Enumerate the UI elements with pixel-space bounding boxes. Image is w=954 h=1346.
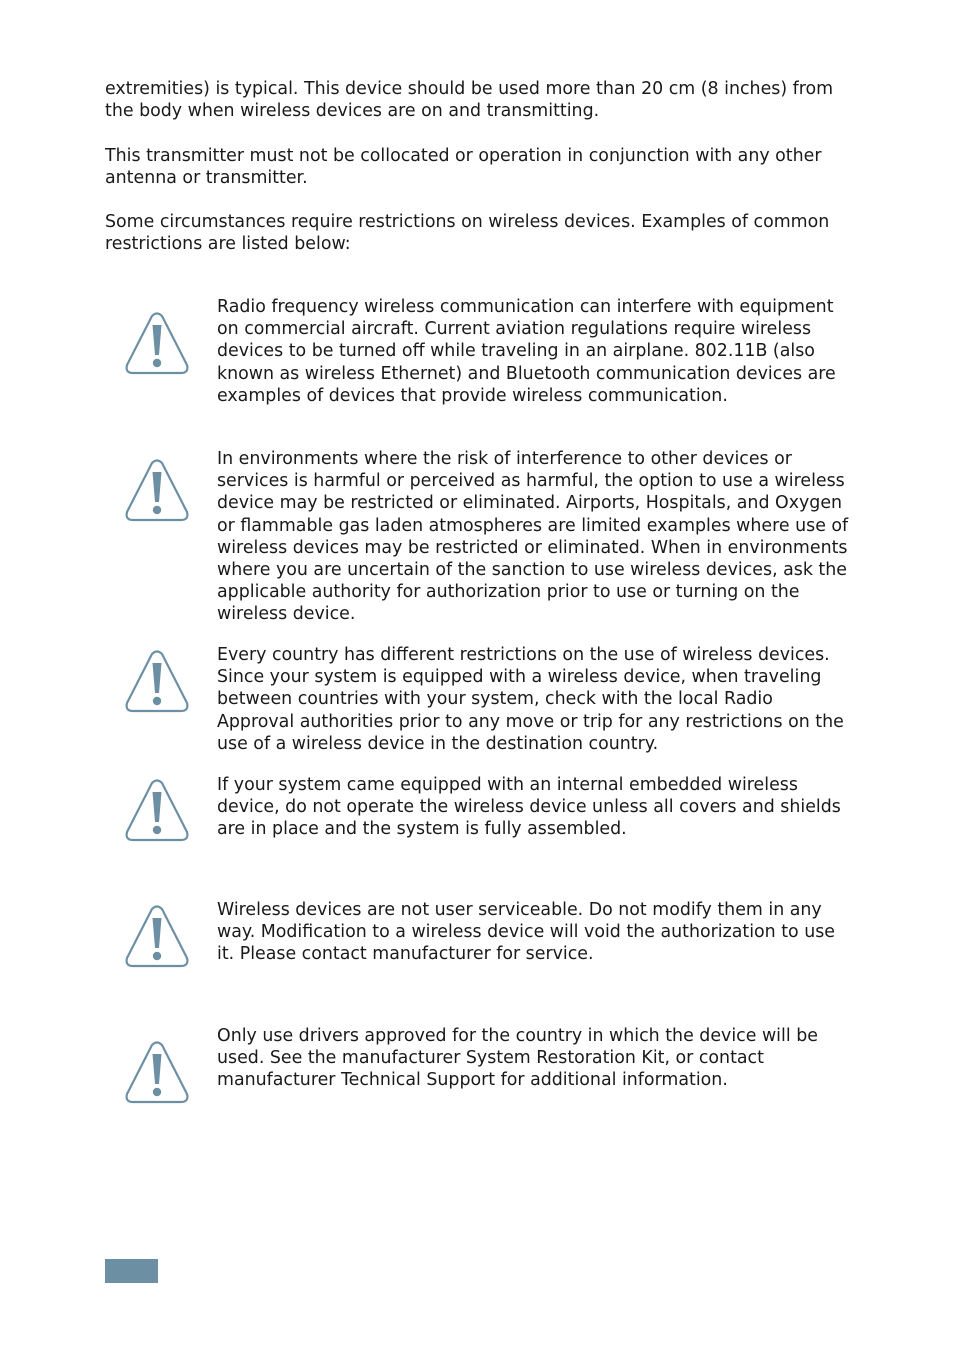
warning-text-country: Every country has different restrictions on the use of wireless devices. Since your system is equipped with a wireless device, when traveling between countries with your system, check with the local Radio Approval authorities prior to any move or trip for any restrictions on the use of a wireless device in the destination country. (217, 645, 844, 754)
intro-paragraph-2: This transmitter must not be collocated or operation in conjunction with any other antenna or transmitter. (105, 146, 822, 189)
warning-triangle-icon (124, 778, 190, 842)
warning-triangle-icon (124, 458, 190, 522)
warning-text-embedded: If your system came equipped with an internal embedded wireless device, do not operate the wireless device unless all covers and shields are in place and the system is fully assembled. (217, 775, 841, 840)
intro-paragraph-3: Some circumstances require restrictions on wireless devices. Examples of common restrictions are listed below: (105, 212, 830, 255)
warning-text-serviceable: Wireless devices are not user serviceable. Do not modify them in any way. Modification to a wireless device will void the authorization to use it. Please contact manufacturer for service. (217, 900, 835, 965)
intro-paragraph-1: extremities) is typical. This device should be used more than 20 cm (8 inches) from the body when wireless devices are on and transmitting. (105, 79, 834, 122)
warning-text-aircraft: Radio frequency wireless communication can interfere with equipment on commercial aircraft. Current aviation regulations require wireless devices to be turned off while traveling in an airplane. 802.11B (also known as wireless Ethernet) and Bluetooth communication devices are examples of devices that provide wireless communication. (217, 297, 836, 406)
warning-triangle-icon (124, 649, 190, 713)
warning-triangle-icon (124, 904, 190, 968)
warning-triangle-icon (124, 311, 190, 375)
warning-text-environments: In environments where the risk of interference to other devices or services is harmful or perceived as harmful, the option to use a wireless device may be restricted or eliminated. Airports, Hospitals, and Oxygen or flammable gas laden atmospheres are limited examples where use of wireless devices may be restricted or eliminated. When in environments where you are uncertain of the sanction to use wireless devices, ask the applicable authority for authorization prior to use or turning on the wireless device. (217, 449, 849, 625)
warning-text-drivers: Only use drivers approved for the country in which the device will be used. See the manufacturer System Restoration Kit, or contact manufacturer Technical Support for additional information. (217, 1026, 818, 1091)
warning-triangle-icon (124, 1040, 190, 1104)
page-number-tab (105, 1259, 158, 1283)
